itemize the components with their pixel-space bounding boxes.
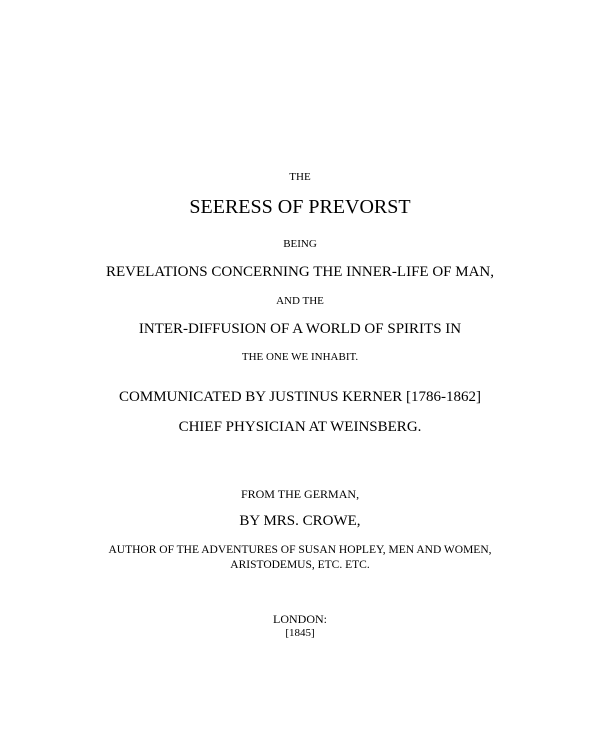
translation-note: FROM THE GERMAN, [240,487,360,501]
subtitle-one-we-inhabit: THE ONE WE INHABIT. [241,351,359,363]
title-prefix: THE [289,171,311,183]
translator-works-line-2: ARISTODEMUS, ETC. ETC. [230,559,370,571]
subtitle-connector-being: BEING [283,238,317,250]
translator-works-line-1: AUTHOR OF THE ADVENTURES OF SUSAN HOPLEY, MEN AND WOMEN, [108,544,492,556]
publication-year: [1845] [285,627,315,639]
subtitle-inter-diffusion: INTER-DIFFUSION OF A WORLD OF SPIRITS IN [138,321,462,337]
author-credit: COMMUNICATED BY JUSTINUS KERNER [1786-1862] [119,389,481,405]
book-title: SEERESS OF PREVORST [189,196,411,218]
translator-credit: BY MRS. CROWE, [239,513,361,529]
publication-place: LONDON: [273,612,327,626]
subtitle-connector-and-the: AND THE [276,295,324,307]
subtitle-revelations: REVELATIONS CONCERNING THE INNER-LIFE OF MAN, [105,264,495,280]
author-position: CHIEF PHYSICIAN AT WEINSBERG. [178,419,422,435]
